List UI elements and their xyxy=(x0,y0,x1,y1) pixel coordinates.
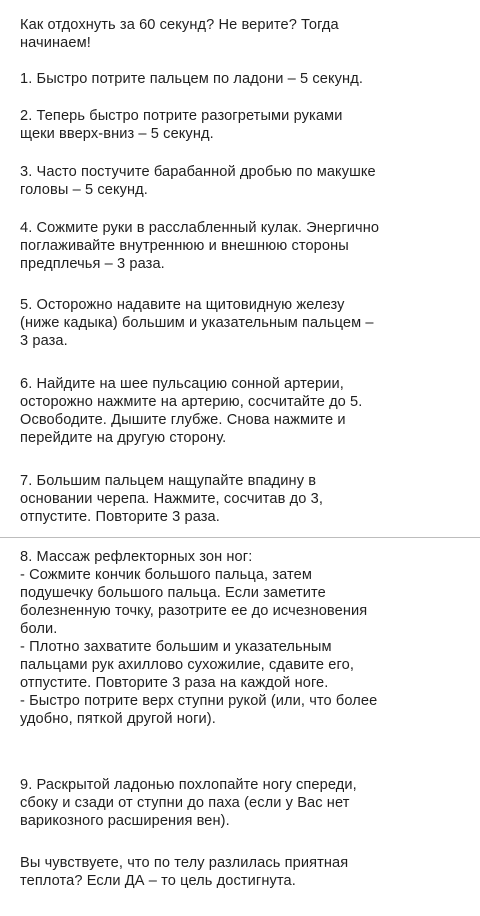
step-5: 5. Осторожно надавите на щитовидную железу (ниже кадыка) большим и указательным пальцем – 3 раза. xyxy=(20,297,374,349)
step-7: 7. Большим пальцем нащупайте впадину в основании черепа. Нажмите, сосчитав до 3, отпустите. Повторите 3 раза. xyxy=(20,473,324,525)
step-4: 4. Сожмите руки в расслабленный кулак. Энергично поглаживайте внутреннюю и внешнюю стороны предплечья – 3 раза. xyxy=(20,220,380,272)
step-2: 2. Теперь быстро потрите разогретыми руками щеки вверх-вниз – 5 секунд. xyxy=(20,108,343,142)
step-1: 1. Быстро потрите пальцем по ладони – 5 секунд. xyxy=(20,71,363,87)
step-8: 8. Массаж рефлекторных зон ног: - Сожмите кончик большого пальца, затем подушечку большого пальца. Если заметите болезненную точку, разотрите ее до исчезновения боли. - Плотно захватите большим и указательным пальцами рук ахиллово сухожилие, сдавите его, отпустите. Повторите 3 раза на каждой ноге. - Быстро потрите верх ступни рукой (или, что более удобно, пяткой другой ноги). xyxy=(20,549,378,727)
intro-text: Как отдохнуть за 60 секунд? Не верите? Тогда начинаем! xyxy=(20,17,339,51)
section-divider xyxy=(0,537,480,538)
step-3: 3. Часто постучите барабанной дробью по макушке головы – 5 секунд. xyxy=(20,164,376,198)
outro-text: Вы чувствуете, что по телу разлилась приятная теплота? Если ДА – то цель достигнута. xyxy=(20,855,349,889)
step-9: 9. Раскрытой ладонью похлопайте ногу спереди, сбоку и сзади от ступни до паха (если у Вас нет варикозного расширения вен). xyxy=(20,777,357,829)
step-6: 6. Найдите на шее пульсацию сонной артерии, осторожно нажмите на артерию, сосчитайте до 5. Освободите. Дышите глубже. Снова нажмите и перейдите на другую сторону. xyxy=(20,376,363,446)
